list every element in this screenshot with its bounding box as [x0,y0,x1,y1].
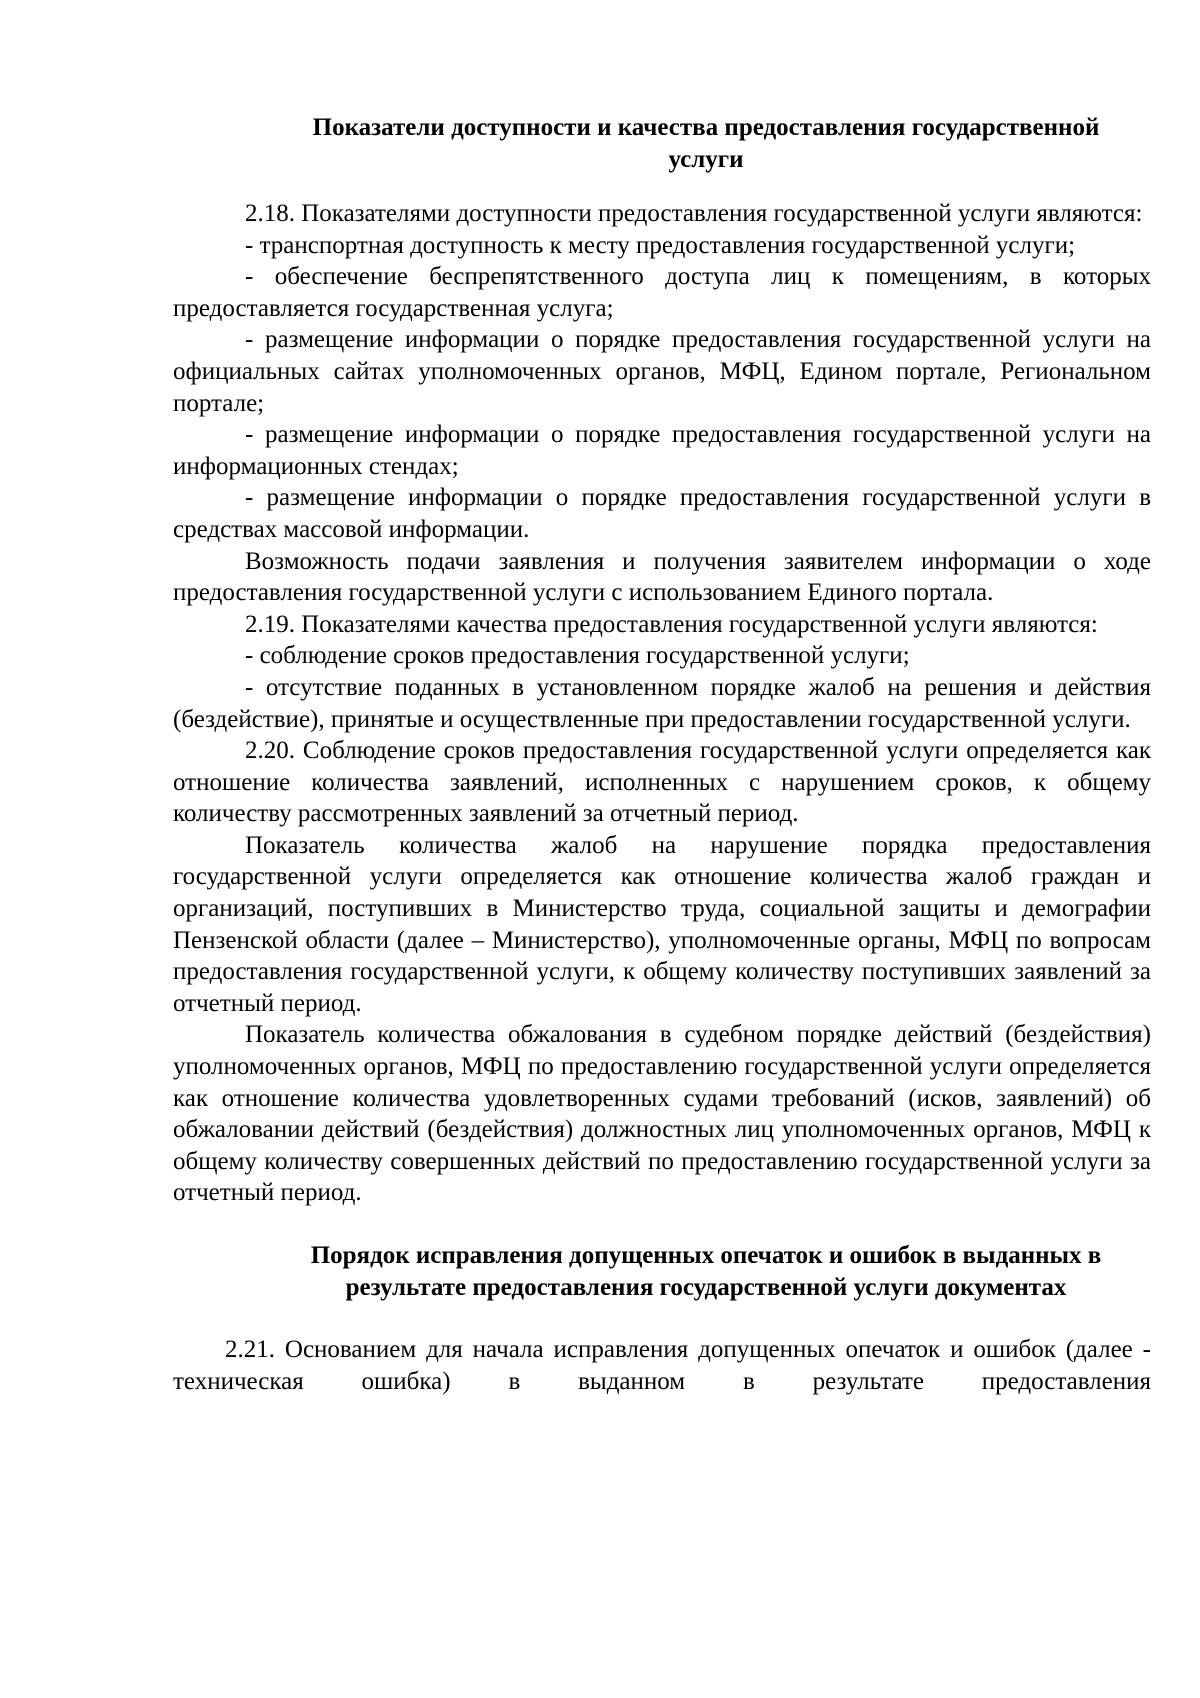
heading-line: Порядок исправления допущенных опечаток и ошибок в выданных в [310,1242,1102,1269]
list-item-media: - размещение информации о порядке предоставления государственной услуги в средствах массовой информации. [173,484,1151,543]
paragraph-complaints-indicator: Показатель количества жалоб на нарушение порядка предоставления государственной услуги определяется как отношение количества жалоб граждан и организаций, поступивших в Министерство труда, социальной защиты и демографии Пензенской области (далее – Министерство), уполномоченные органы, МФЦ по вопросам предоставления государственной услуги, к общему количеству поступивших заявлений за отчетный период. [173,831,1151,1017]
paragraph-portal: Возможность подачи заявления и получения заявителем информации о ходе предоставления государственной услуги с использованием Единого портала. [173,547,1151,607]
list-item-transport: - транспортная доступность к месту предоставления государственной услуги; [245,231,1076,259]
section-heading-typo-correction [261,1240,1151,1304]
heading-line: результате предоставления государственной услуги документах [345,1274,1067,1301]
paragraph-court-indicator: Показатель количества обжалования в судебном порядке действий (бездействия) уполномоченных органов, МФЦ по предоставлению государственной услуги определяется как отношение количества удовлетворенных судами требований (исков, заявлений) об обжаловании действий (бездействия) должностных лиц уполномоченных органов, МФЦ к общему количеству совершенных действий по предоставлению государственной услуги за отчетный период. [173,1021,1151,1207]
paragraph-2-20: 2.20. Соблюдение сроков предоставления государственной услуги определяется как отношение количества заявлений, исполненных с нарушением сроков, к общему количеству рассмотренных заявлений за отчетный период. [173,737,1151,828]
spacer [173,1209,1151,1240]
spacer [173,176,1151,198]
list-item-websites: - размещение информации о порядке предоставления государственной услуги на официальных сайтах уполномоченных органов, МФЦ, Едином портале, Региональном портале; [173,326,1151,417]
paragraph-2-18: 2.18. Показателями доступности предоставления государственной услуги являются: [245,200,1143,227]
list-item-complaints: - отсутствие поданных в установленном порядке жалоб на решения и действия (бездействие), принятые и осуществленные при предоставлении государственной услуги. [173,673,1151,733]
list-item-access: - обеспечение беспрепятственного доступа лиц к помещениям, в которых предоставляется государственная услуга; [173,263,1151,322]
section-heading-accessibility-quality [261,112,1151,176]
list-item-stands: - размещение информации о порядке предоставления государственной услуги на информационных стендах; [173,421,1151,480]
heading-line: Показатели доступности и качества предоставления государственной [312,114,1100,141]
paragraph-2-19: 2.19. Показателями качества предоставления государственной услуги являются: [245,610,1098,638]
spacer [173,1304,1151,1334]
heading-line: услуги [668,146,744,173]
paragraph-2-21: 2.21. Основанием для начала исправления допущенных опечаток и ошибок (далее - техническая ошибка) в выданном в результате предоставления [173,1336,1151,1395]
document-content [173,112,1151,1397]
list-item-deadlines: - соблюдение сроков предоставления государственной услуги; [245,642,910,670]
